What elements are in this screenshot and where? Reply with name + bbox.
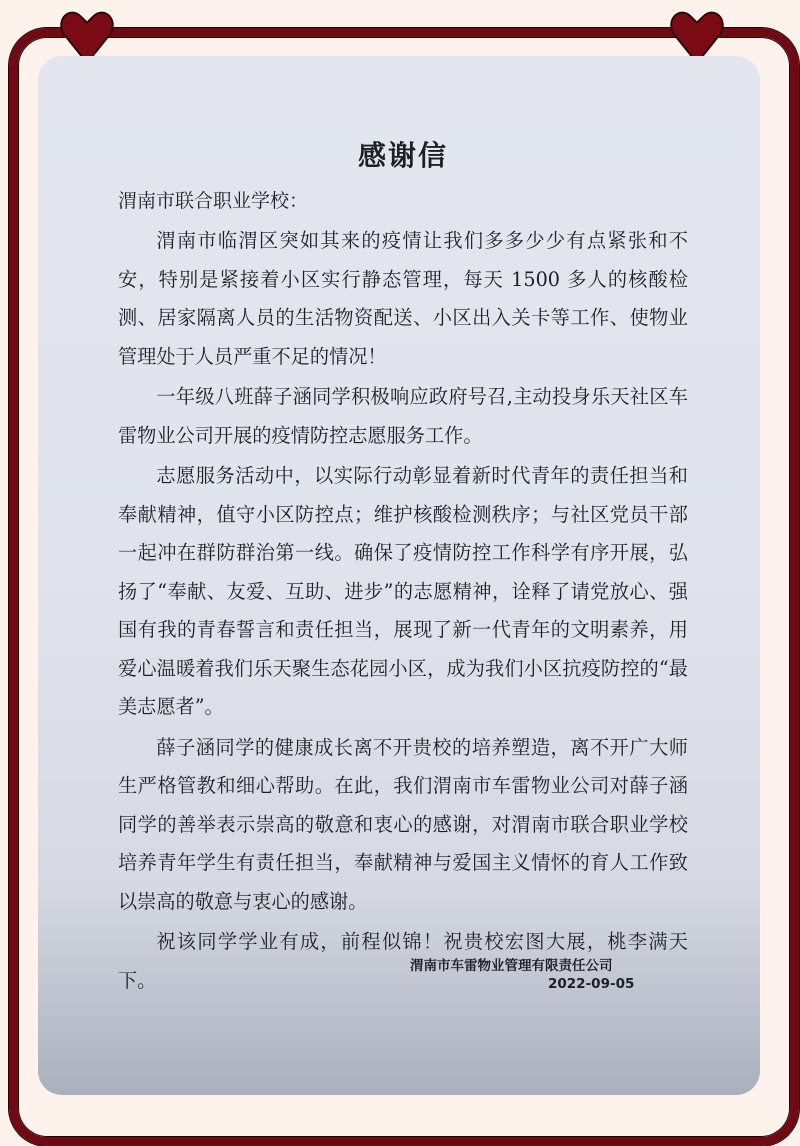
paragraph: 薛子涵同学的健康成长离不开贵校的培养塑造，离不开广大师生严格管教和细心帮助。在此，我们渭南市车雷物业公司对薛子涵同学的善举表示崇高的敬意和衷心的感谢，对渭南市联合职业学校培养青年学生有责任担当，奉献精神与爱国主义情怀的育人工作致以崇高的敬意与衷心的感谢。: [118, 735, 688, 913]
paragraph: 一年级八班薛子涵同学积极响应政府号召,主动投身乐天社区车雷物业公司开展的疫情防控志愿服务工作。: [118, 385, 688, 447]
paragraph: 志愿服务活动中，以实际行动彰显着新时代青年的责任担当和奉献精神，值守小区防控点；维护核酸检测秩序；与社区党员干部一起冲在群防群治第一线。确保了疫情防控工作科学有序开展，弘扬了“奉献、友爱、互助、进步”的志愿精神，诠释了请党放心、强国有我的青春誓言和责任担当，展现了新一代青年的文明素养，用爱心温暖着我们乐天聚生态花园小区，成为我们小区抗疫防控的“最美志愿者”。: [118, 464, 688, 718]
letter-body: [118, 222, 688, 1002]
paragraph: 祝该同学学业有成，前程似锦！祝贵校宏图大展，桃李满天下。: [118, 930, 688, 992]
letter-title: 感谢信: [357, 139, 448, 172]
paragraph: 渭南市临渭区突如其来的疫情让我们多多少少有点紧张和不安，特别是紧接着小区实行静态管理，每天 1500 多人的核酸检测、居家隔离人员的生活物资配送、小区出入关卡等工作、使物业管理处于人员严重不足的情况！: [118, 229, 688, 368]
signature: 渭南市车雷物业管理有限责任公司: [410, 958, 613, 974]
letter-paper: [38, 56, 760, 1095]
letter-date: 2022-09-05: [548, 976, 635, 992]
salutation: 渭南市联合职业学校：: [118, 190, 309, 212]
